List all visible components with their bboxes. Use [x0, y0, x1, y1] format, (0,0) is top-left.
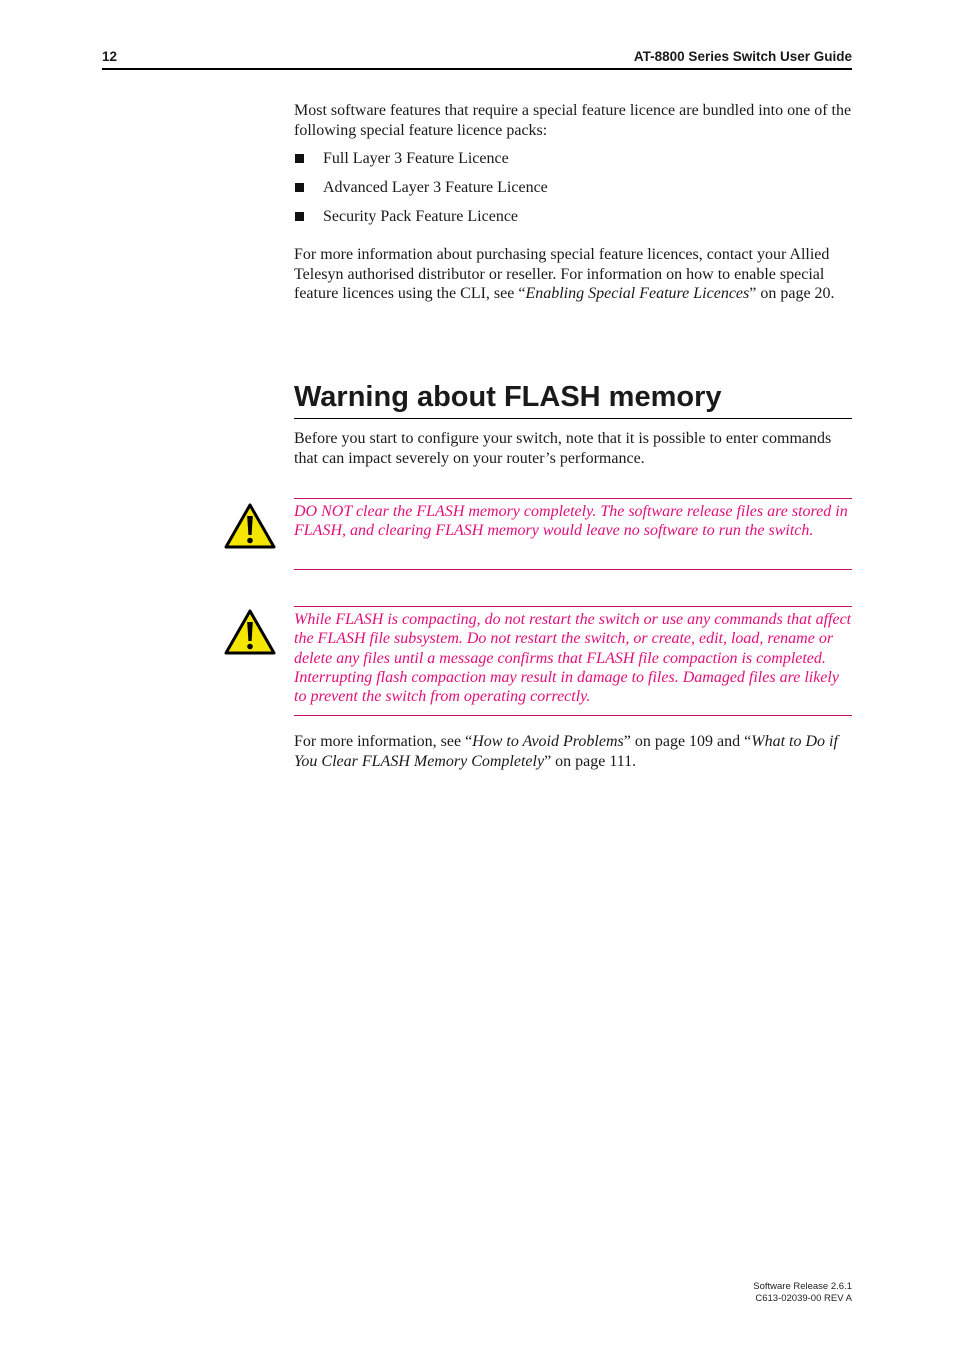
list-item — [294, 149, 854, 178]
page-footer — [753, 1281, 852, 1305]
software-release: Software Release 2.6.1 — [753, 1281, 852, 1292]
list-item-label: Advanced Layer 3 Feature Licence — [323, 179, 548, 196]
running-title: AT-8800 Series Switch User Guide — [633, 49, 852, 64]
warning-note — [294, 498, 852, 570]
page-number: 12 — [102, 49, 118, 64]
bullet-square-icon — [295, 212, 304, 221]
cross-reference-link[interactable]: What to Do if You Clear FLASH Memory Completely — [294, 733, 838, 770]
warning-text: While FLASH is compacting, do not restart the switch or use any commands that affect the FLASH file subsystem. Do not restart the switch, or create, edit, load, rename or delete any files until a message confirms that FLASH file compaction is completed. Interrupting flash compaction may result in damage to files. Damaged files are likely to prevent the switch from operating correctly. — [294, 611, 852, 706]
section-intro-paragraph: Before you start to configure your switch, note that it is possible to enter commands that can impact severely on your router’s performance. — [294, 430, 832, 467]
further-info-mid: ” on page 109 and “ — [623, 733, 752, 750]
section-heading: Warning about FLASH memory — [294, 378, 852, 419]
cross-reference-link[interactable]: How to Avoid Problems — [472, 733, 624, 750]
list-item — [294, 207, 854, 236]
list-item-label: Full Layer 3 Feature Licence — [323, 150, 509, 167]
list-item-label: Security Pack Feature Licence — [323, 208, 519, 225]
intro-paragraph: Most software features that require a special feature licence are bundled into one of the following special feature licence packs: — [294, 102, 852, 139]
more-info-tail: ” on page 20. — [749, 285, 835, 302]
list-item — [294, 178, 854, 207]
more-info-lead: For more information about purchasing special feature licences, contact your Allied Telesyn authorised distributor or reseller. For information on how to enable special feature licences using the CLI, see “ — [294, 246, 830, 302]
warning-triangle-icon — [224, 502, 276, 550]
warning-text: DO NOT clear the FLASH memory completely. The software release files are stored in FLASH, and clearing FLASH memory would leave no software to run the switch. — [294, 503, 848, 540]
more-info-paragraph — [294, 245, 854, 304]
licence-pack-list — [294, 149, 854, 236]
bullet-square-icon — [295, 183, 304, 192]
further-info-paragraph — [294, 732, 854, 771]
warning-triangle-icon — [224, 608, 276, 656]
cross-reference-link[interactable]: Enabling Special Feature Licences — [525, 285, 750, 302]
warning-note — [294, 606, 852, 716]
bullet-square-icon — [295, 154, 304, 163]
document-code: C613-02039-00 REV A — [755, 1293, 852, 1304]
page-header — [102, 47, 852, 70]
further-info-lead: For more information, see “ — [294, 733, 473, 750]
further-info-tail: ” on page 111. — [544, 752, 637, 770]
